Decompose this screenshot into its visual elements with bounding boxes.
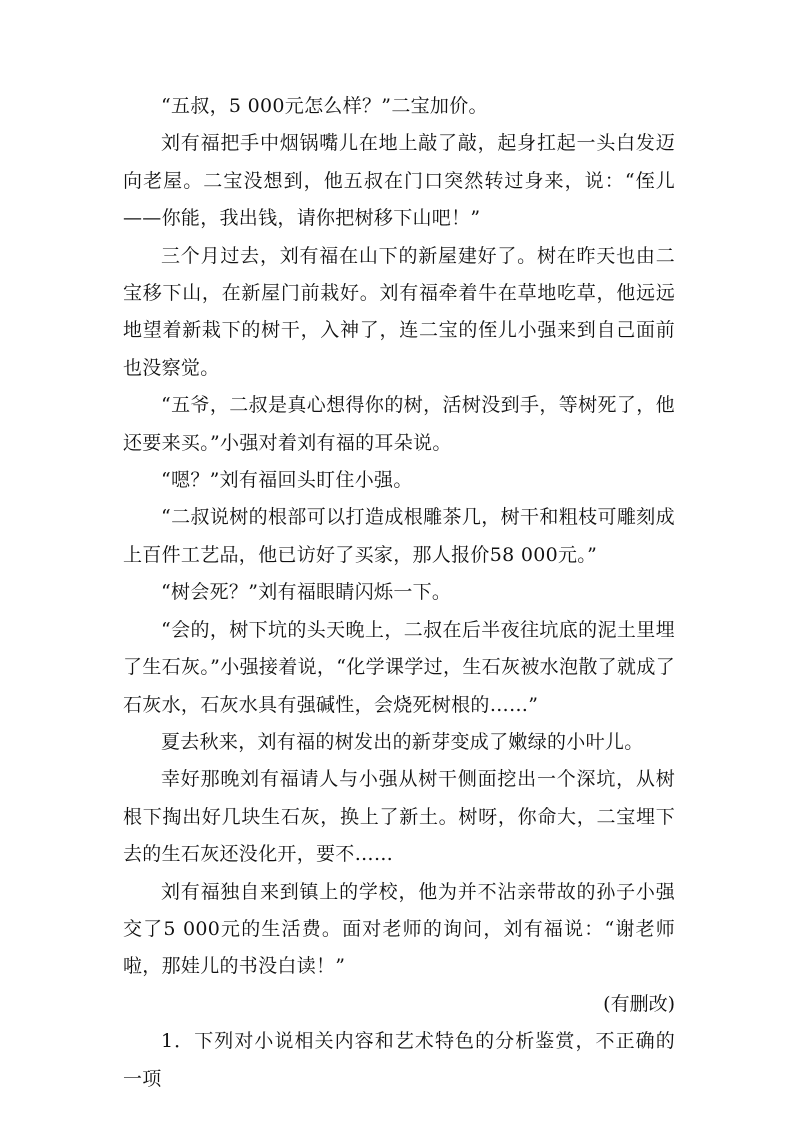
question-1: 1．下列对小说相关内容和艺术特色的分析鉴赏，不正确的一项 [123,1030,675,1090]
paragraph-3: 三个月过去，刘有福在山下的新屋建好了。树在昨天也由二宝移下山，在新屋门前栽好。刘有福牵着牛在草地吃草，他远远地望着新栽下的树干，入神了，连二宝的侄儿小强来到自己面前也没察觉。 [123,244,675,379]
paragraph-8: “会的，树下坑的头天晚上，二叔在后半夜往坑底的泥土里埋了生石灰。”小强接着说，“化学课学过，生石灰被水泡散了就成了石灰水，石灰水具有强碱性，会烧死树根的……” [123,618,675,716]
article-body [123,88,675,1098]
paragraph-11: 刘有福独自来到镇上的学校，他为并不沾亲带故的孙子小强交了5 000元的生活费。面对老师的询问，刘有福说：“谢老师啦，那娃儿的书没白读！” [123,880,675,978]
paragraph-2: 刘有福把手中烟锅嘴儿在地上敲了敲，起身扛起一头白发迈向老屋。二宝没想到，他五叔在门口突然转过身来，说：“侄儿——你能，我出钱，请你把树移下山吧！” [123,132,675,230]
paragraph-5: “嗯？”刘有福回头盯住小强。 [161,469,413,492]
paragraph-4: “五爷，二叔是真心想得你的树，活树没到手，等树死了，他还要来买。”小强对着刘有福的耳朵说。 [123,394,675,454]
paragraph-10: 幸好那晚刘有福请人与小强从树干侧面挖出一个深坑，从树根下掏出好几块生石灰，换上了新土。树呀，你命大，二宝埋下去的生石灰还没化开，要不…… [123,768,675,866]
paragraph-1: “五叔，5 000元怎么样？”二宝加价。 [161,95,488,117]
paragraph-7: “树会死？”刘有福眼睛闪烁一下。 [161,581,452,604]
source-note: (有删改) [603,992,675,1015]
paragraph-6: “二叔说树的根部可以打造成根雕茶几，树干和粗枝可雕刻成上百件工艺品，他已访好了买家，那人报价58 000元。” [123,506,675,566]
paragraph-9: 夏去秋来，刘有福的树发出的新芽变成了嫩绿的小叶儿。 [161,730,644,753]
